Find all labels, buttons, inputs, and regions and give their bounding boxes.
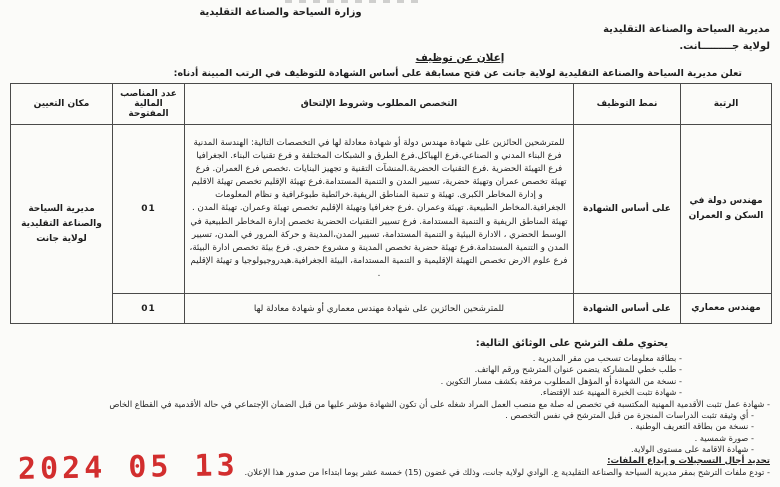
header-mode: نمط التوظيف (574, 84, 681, 125)
location-cell: مديرية السياحة والصناعة التقليدية لولاية جانت (11, 125, 113, 324)
directorate-title: مديرية السياحة والصناعة التقليدية (603, 24, 770, 35)
list-item: - نسخة من بطاقة التعريف الوطنية . (630, 421, 754, 432)
list-item: - شهادة عمل تثبت الأقدمية المهنية المكتسبة في تخصص له صلة مع منصب العمل المراد شغله على أن تكون الشهادة مؤشر عليها من قبل الضمان الإجتماعي في حالة الأقدمية في القطاع الخاص (109, 398, 770, 409)
intro-sentence: تعلن مديرية السياحة والصناعة التقليدية لولاية جانت عن فتح مسابقة على أساس الشهادة للتوظيف في الرتب المبينة أدناه: (173, 68, 742, 79)
mode-cell: على أساس الشهادة (574, 294, 681, 324)
positions-cell: 01 (113, 125, 185, 294)
positions-cell: 01 (113, 294, 185, 324)
announcement-title: إعلان عن توظيف (415, 52, 505, 64)
rank-cell: مهندس معماري (681, 294, 772, 324)
header-rank: الرتبة (681, 84, 772, 125)
specialization-cell: للمترشحين الحائزين على شهادة مهندس دولة أو شهادة معادلة لها في التخصصات التالية: الهندسة المدنية فرع البناء المدني و الصناعي.فرع الهياكل.فرع الطرق و الشبكات المختلفة و فرع تقنيات البناء. الجغرافيا فرع التهيئة الحضرية .فرع التقنيات الحضرية.المنشآت التقنية و تجهيز البنايات .تخصص فرع العمران. فرع تهيئة تخصص عمران وتهيئة حضرية، تسيير المدن و التنمية المستدامة.فرع تهيئة الإقليم تخصص تهيئة الاقليم و إدارة المخاطر الكبرى. تهيئة و تنمية المناطق الريفية.خرائطية طبوغرافية و نظام المعلومات الجغرافية.المخاطر الطبيعية. تهيئة وعمران .فرع جغرافيا وتهيئة الإقليم تخصص تهيئة وعمران. تهيئة المدن . تهيئة المناطق الريفية و التنمية المستدامة. فرع تسيير التقنيات الحضرية تخصص إدارة المخاطر الطبيعية في الوسط الحضري ، الادارة البيئية و التنمية المستدامة، تسيير المدن،المدينة و حركة المرور في المدن، تسيير المدن و التنمية المستدامة.فرع تهيئة حضرية تخصص المدينة و مشروع حضري. فرع بيئة تخصص ادارة البيئة، فرع علوم الارض تخصص التهيئة الإقليمية و التنمية المستدامة، البيئة الجغرافية.هيدروجيولوجيا و تهيئة الإقليم . (185, 125, 574, 294)
header-positions: عدد المناصب المالية المفتوحة (113, 84, 185, 125)
list-item: - بطاقة معلومات تسحب من مقر المديرية . (532, 353, 682, 363)
clipped-text-fragment (285, 0, 420, 3)
specialization-cell: للمترشحين الحائزين على شهادة مهندس معماري أو شهادة معادلة لها (185, 294, 574, 324)
date-stamp: 2024 05 13 (17, 448, 239, 487)
list-item: - نسخة من الشهادة أو المؤهل المطلوب مرفقة بكشف مسار التكوين . (440, 375, 682, 386)
table-row (11, 294, 772, 324)
header-specialization: التخصص المطلوب وشروط الإلتحاق (185, 84, 574, 125)
wilaya-line: لولاية جـــــــــانت. (679, 41, 770, 52)
list-item: - أي وثيقة تثبت الدراسات المنجزة من قبل المترشح في نفس التخصص . (505, 410, 754, 421)
list-item: - شهادة تثبت الخبرة المهنية عند الإقتضاء. (540, 387, 682, 398)
header-location: مكان التعيين (11, 84, 113, 125)
documents-heading: يحتوي ملف الترشح على الوثائق التالية: (475, 338, 668, 349)
table-header-row (11, 84, 772, 125)
rank-cell: مهندس دولة في السكن و العمران (681, 125, 772, 294)
deadline-heading: تحديد أجال التسجيلات و إيداع الملفات: (607, 455, 770, 466)
ministry-title: وزارة السياحة والصناعة التقليدية (199, 7, 362, 18)
list-item: - طلب خطي للمشاركة يتضمن عنوان المترشح ورقم الهاتف. (474, 364, 682, 375)
table-row (11, 125, 772, 294)
list-item: - شهادة الاقامة على مستوى الولاية. (631, 444, 754, 455)
deadline-item: - تودع ملفات الترشح بمقر مديرية السياحة والصناعة التقليدية ع. الوادي لولاية جانت، وذلك في غضون (15) خمسة عشر يوما ابتداءا من صدور هذا الإعلان. (244, 467, 770, 478)
mode-cell: على أساس الشهادة (574, 125, 681, 294)
list-item: - صورة شمسية . (694, 432, 754, 443)
jobs-table (10, 83, 772, 324)
